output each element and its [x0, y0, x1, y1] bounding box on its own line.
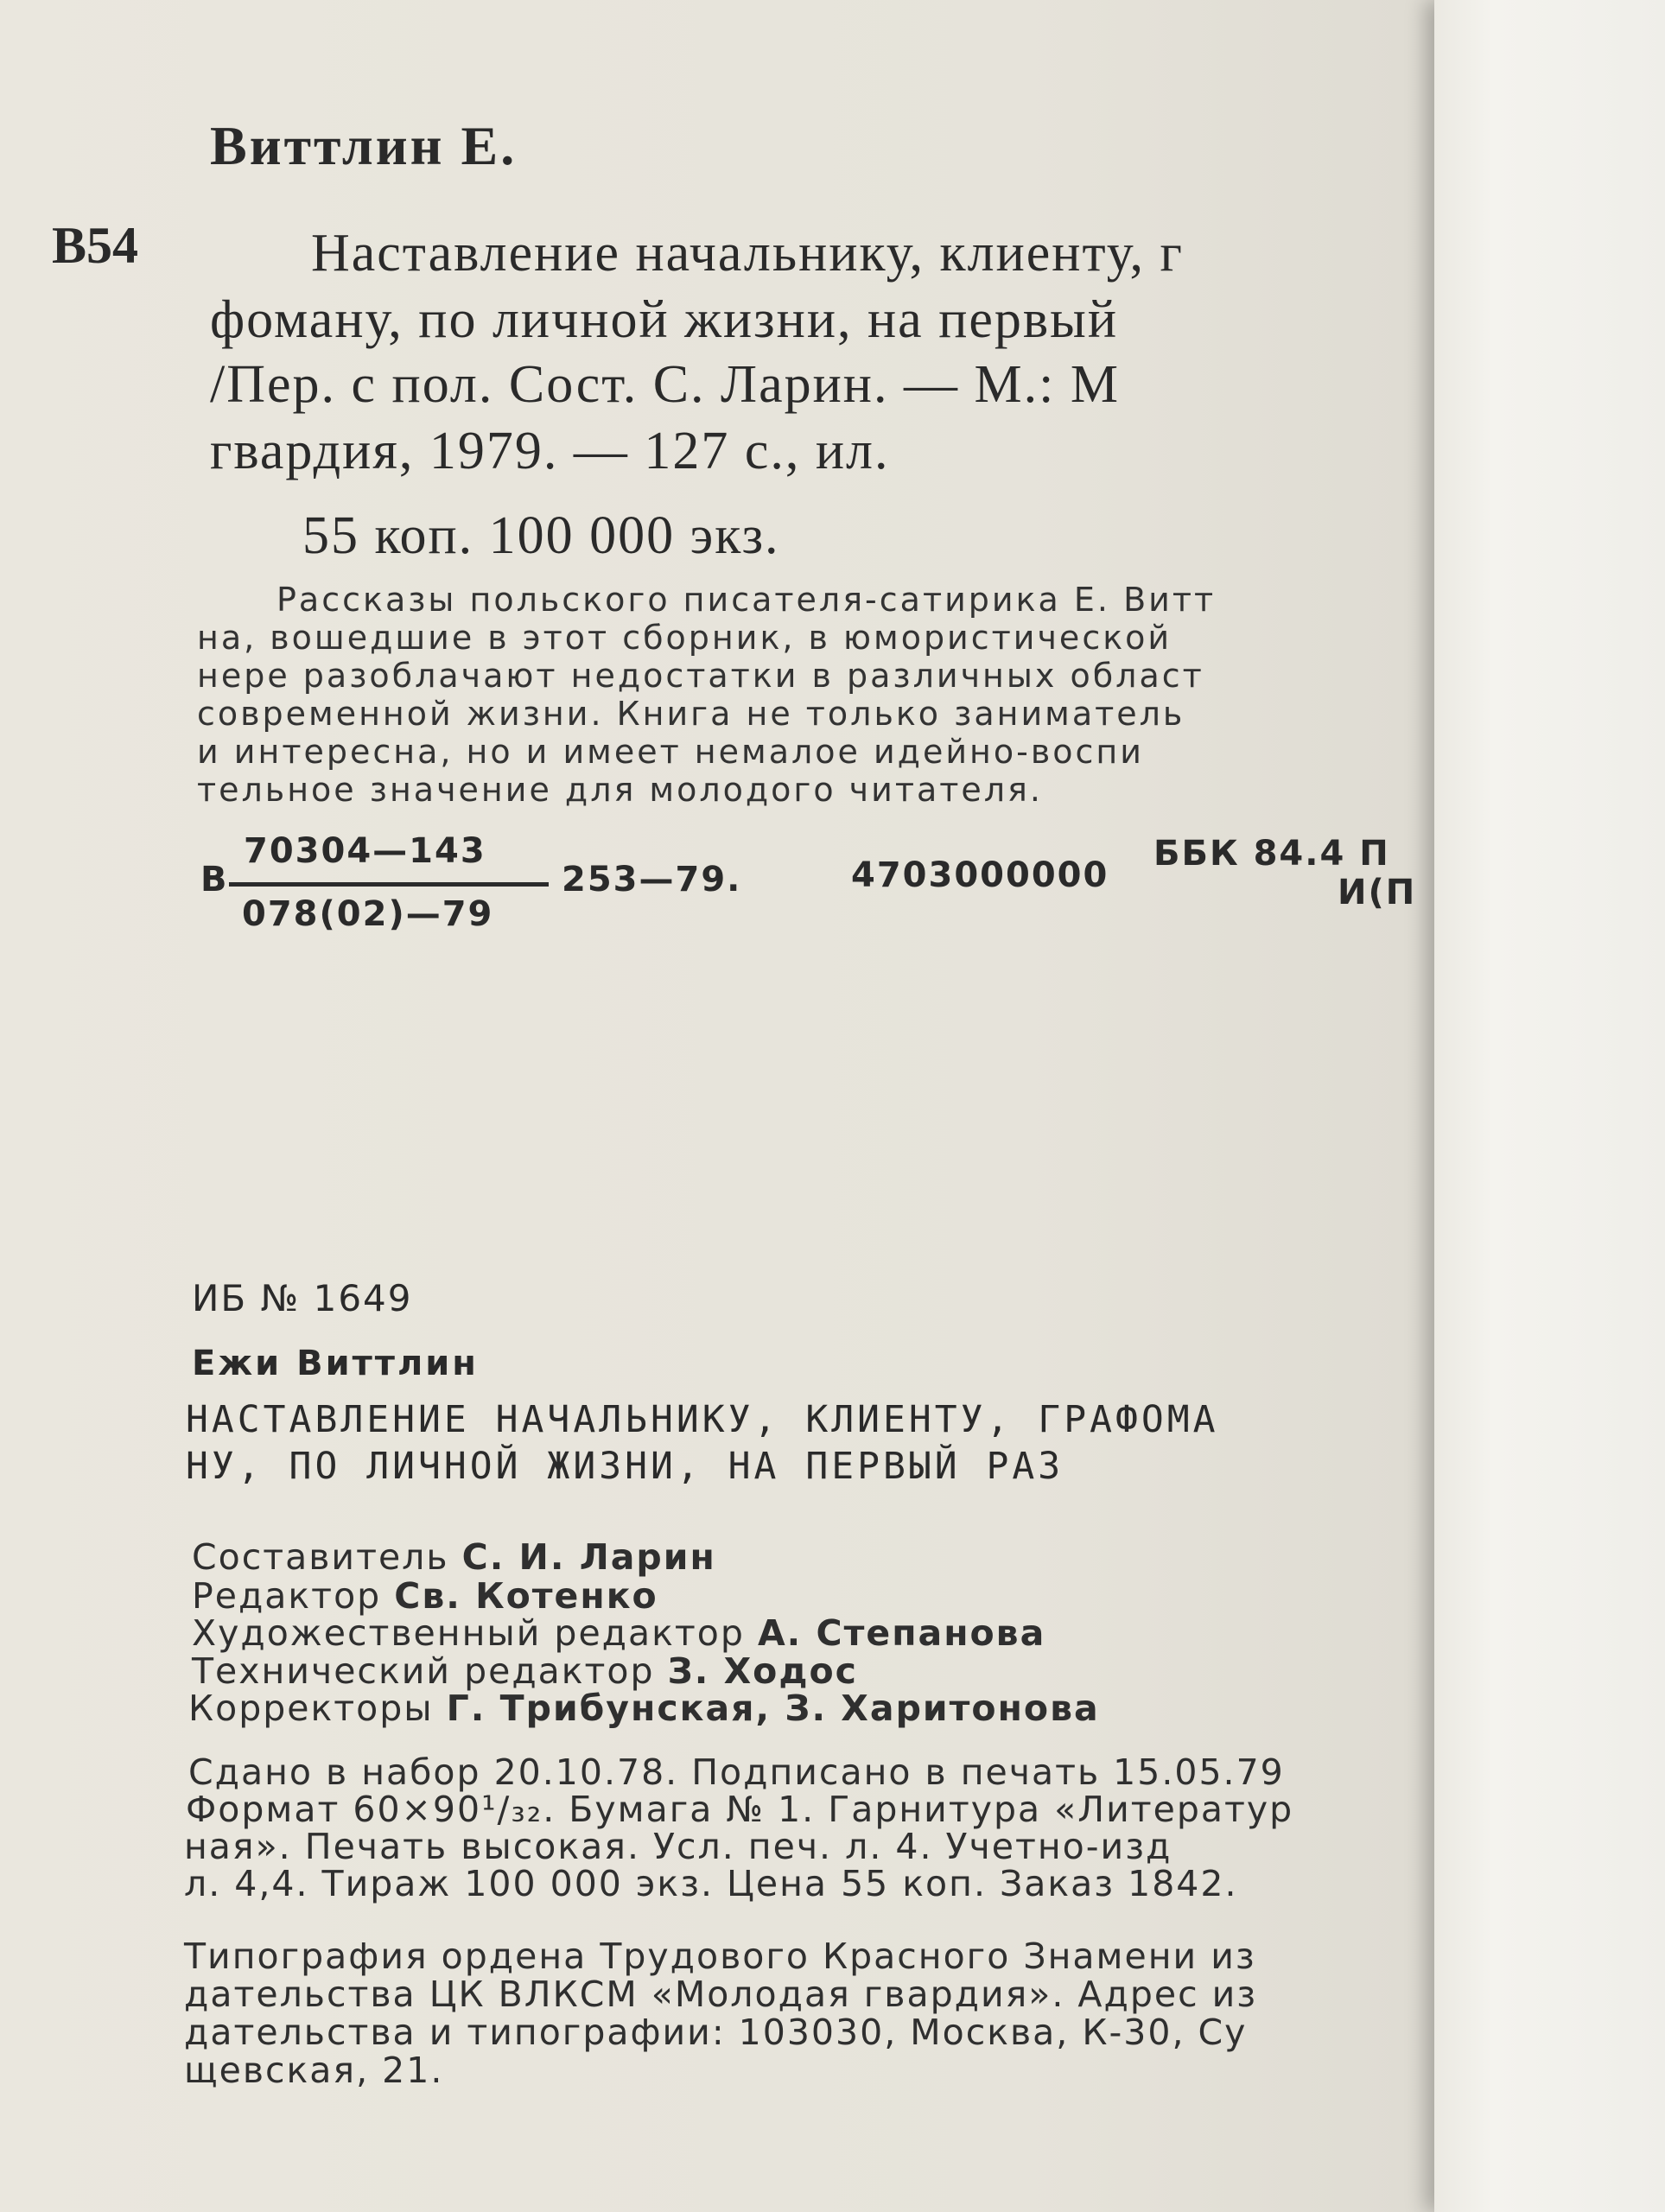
credit-name: Г. Трибунская, З. Харитонова — [446, 1688, 1100, 1729]
credit-name: Св. Котенко — [394, 1575, 658, 1617]
author-heading: Виттлин Е. — [210, 115, 518, 176]
price-run: 55 коп. 100 000 экз. — [302, 506, 780, 565]
credit-role: Составитель — [192, 1536, 449, 1578]
summary-line: на, вошедшие в этот сборник, в юмористической — [197, 619, 1172, 657]
classification-prefix: В — [200, 860, 227, 899]
imprint-title-line: НАСТАВЛЕНИЕ НАЧАЛЬНИКУ, КЛИЕНТУ, ГРАФОМА — [186, 1398, 1219, 1441]
ib-number: ИБ № 1649 — [192, 1277, 413, 1319]
production-line: Формат 60×90¹/₃₂. Бумага № 1. Гарнитура «Литератур — [186, 1789, 1294, 1830]
printer-line: дательства ЦК ВЛКСМ «Молодая гвардия». Адрес из — [184, 1974, 1258, 2015]
credit-line — [192, 1612, 1045, 1654]
catalog-entry-line: Наставление начальнику, клиенту, г — [311, 224, 1184, 283]
imprint-author: Ежи Виттлин — [192, 1344, 479, 1383]
credit-name: З. Ходос — [667, 1650, 858, 1692]
credit-line — [192, 1536, 716, 1578]
production-line: л. 4,4. Тираж 100 000 экз. Цена 55 коп. Заказ 1842. — [184, 1863, 1238, 1904]
catalog-entry-line: /Пер. с пол. Сост. С. Ларин. — М.: М — [210, 355, 1120, 414]
summary-line: нере разоблачают недостатки в различных област — [197, 657, 1204, 695]
call-number: В54 — [52, 217, 139, 274]
summary-line: современной жизни. Книга не только заниматель — [197, 695, 1185, 733]
fraction-rule — [229, 882, 549, 887]
credit-name: А. Степанова — [757, 1612, 1046, 1654]
classification-denominator: 078(02)—79 — [242, 894, 494, 934]
credit-name: С. И. Ларин — [461, 1536, 716, 1578]
page-edge — [1434, 0, 1665, 2212]
catalog-entry-line: гвардия, 1979. — 127 с., ил. — [210, 422, 890, 480]
credit-line — [192, 1650, 858, 1692]
classification-numerator: 70304—143 — [244, 831, 486, 871]
credit-role: Корректоры — [188, 1688, 434, 1729]
bbk-index: И(П — [1338, 873, 1417, 912]
catalog-entry-line: фоману, по личной жизни, на первый — [210, 290, 1119, 349]
credit-role: Технический редактор — [192, 1650, 655, 1692]
credit-role: Редактор — [192, 1575, 382, 1617]
summary-line: тельное значение для молодого читателя. — [197, 771, 1043, 809]
printer-line: дательства и типографии: 103030, Москва, К-30, Су — [184, 2012, 1248, 2053]
classification-series: 253—79. — [562, 860, 742, 899]
printer-line: Типография ордена Трудового Красного Знамени из — [184, 1936, 1256, 1977]
bbk-index: ББК 84.4 П — [1153, 834, 1390, 874]
summary-line: и интересна, но и имеет немалое идейно-воспи — [197, 733, 1144, 771]
classification-code: 4703000000 — [851, 855, 1109, 895]
production-line: ная». Печать высокая. Усл. печ. л. 4. Учетно-изд — [184, 1826, 1172, 1867]
production-line: Сдано в набор 20.10.78. Подписано в печать 15.05.79 — [188, 1751, 1285, 1793]
credit-role: Художественный редактор — [192, 1612, 745, 1654]
summary-line: Рассказы польского писателя-сатирика Е. Витт — [276, 581, 1217, 619]
credit-line — [188, 1688, 1100, 1729]
printer-line: щевская, 21. — [184, 2050, 444, 2091]
imprint-title-line: НУ, ПО ЛИЧНОЙ ЖИЗНИ, НА ПЕРВЫЙ РАЗ — [186, 1445, 1064, 1488]
credit-line — [192, 1575, 658, 1617]
